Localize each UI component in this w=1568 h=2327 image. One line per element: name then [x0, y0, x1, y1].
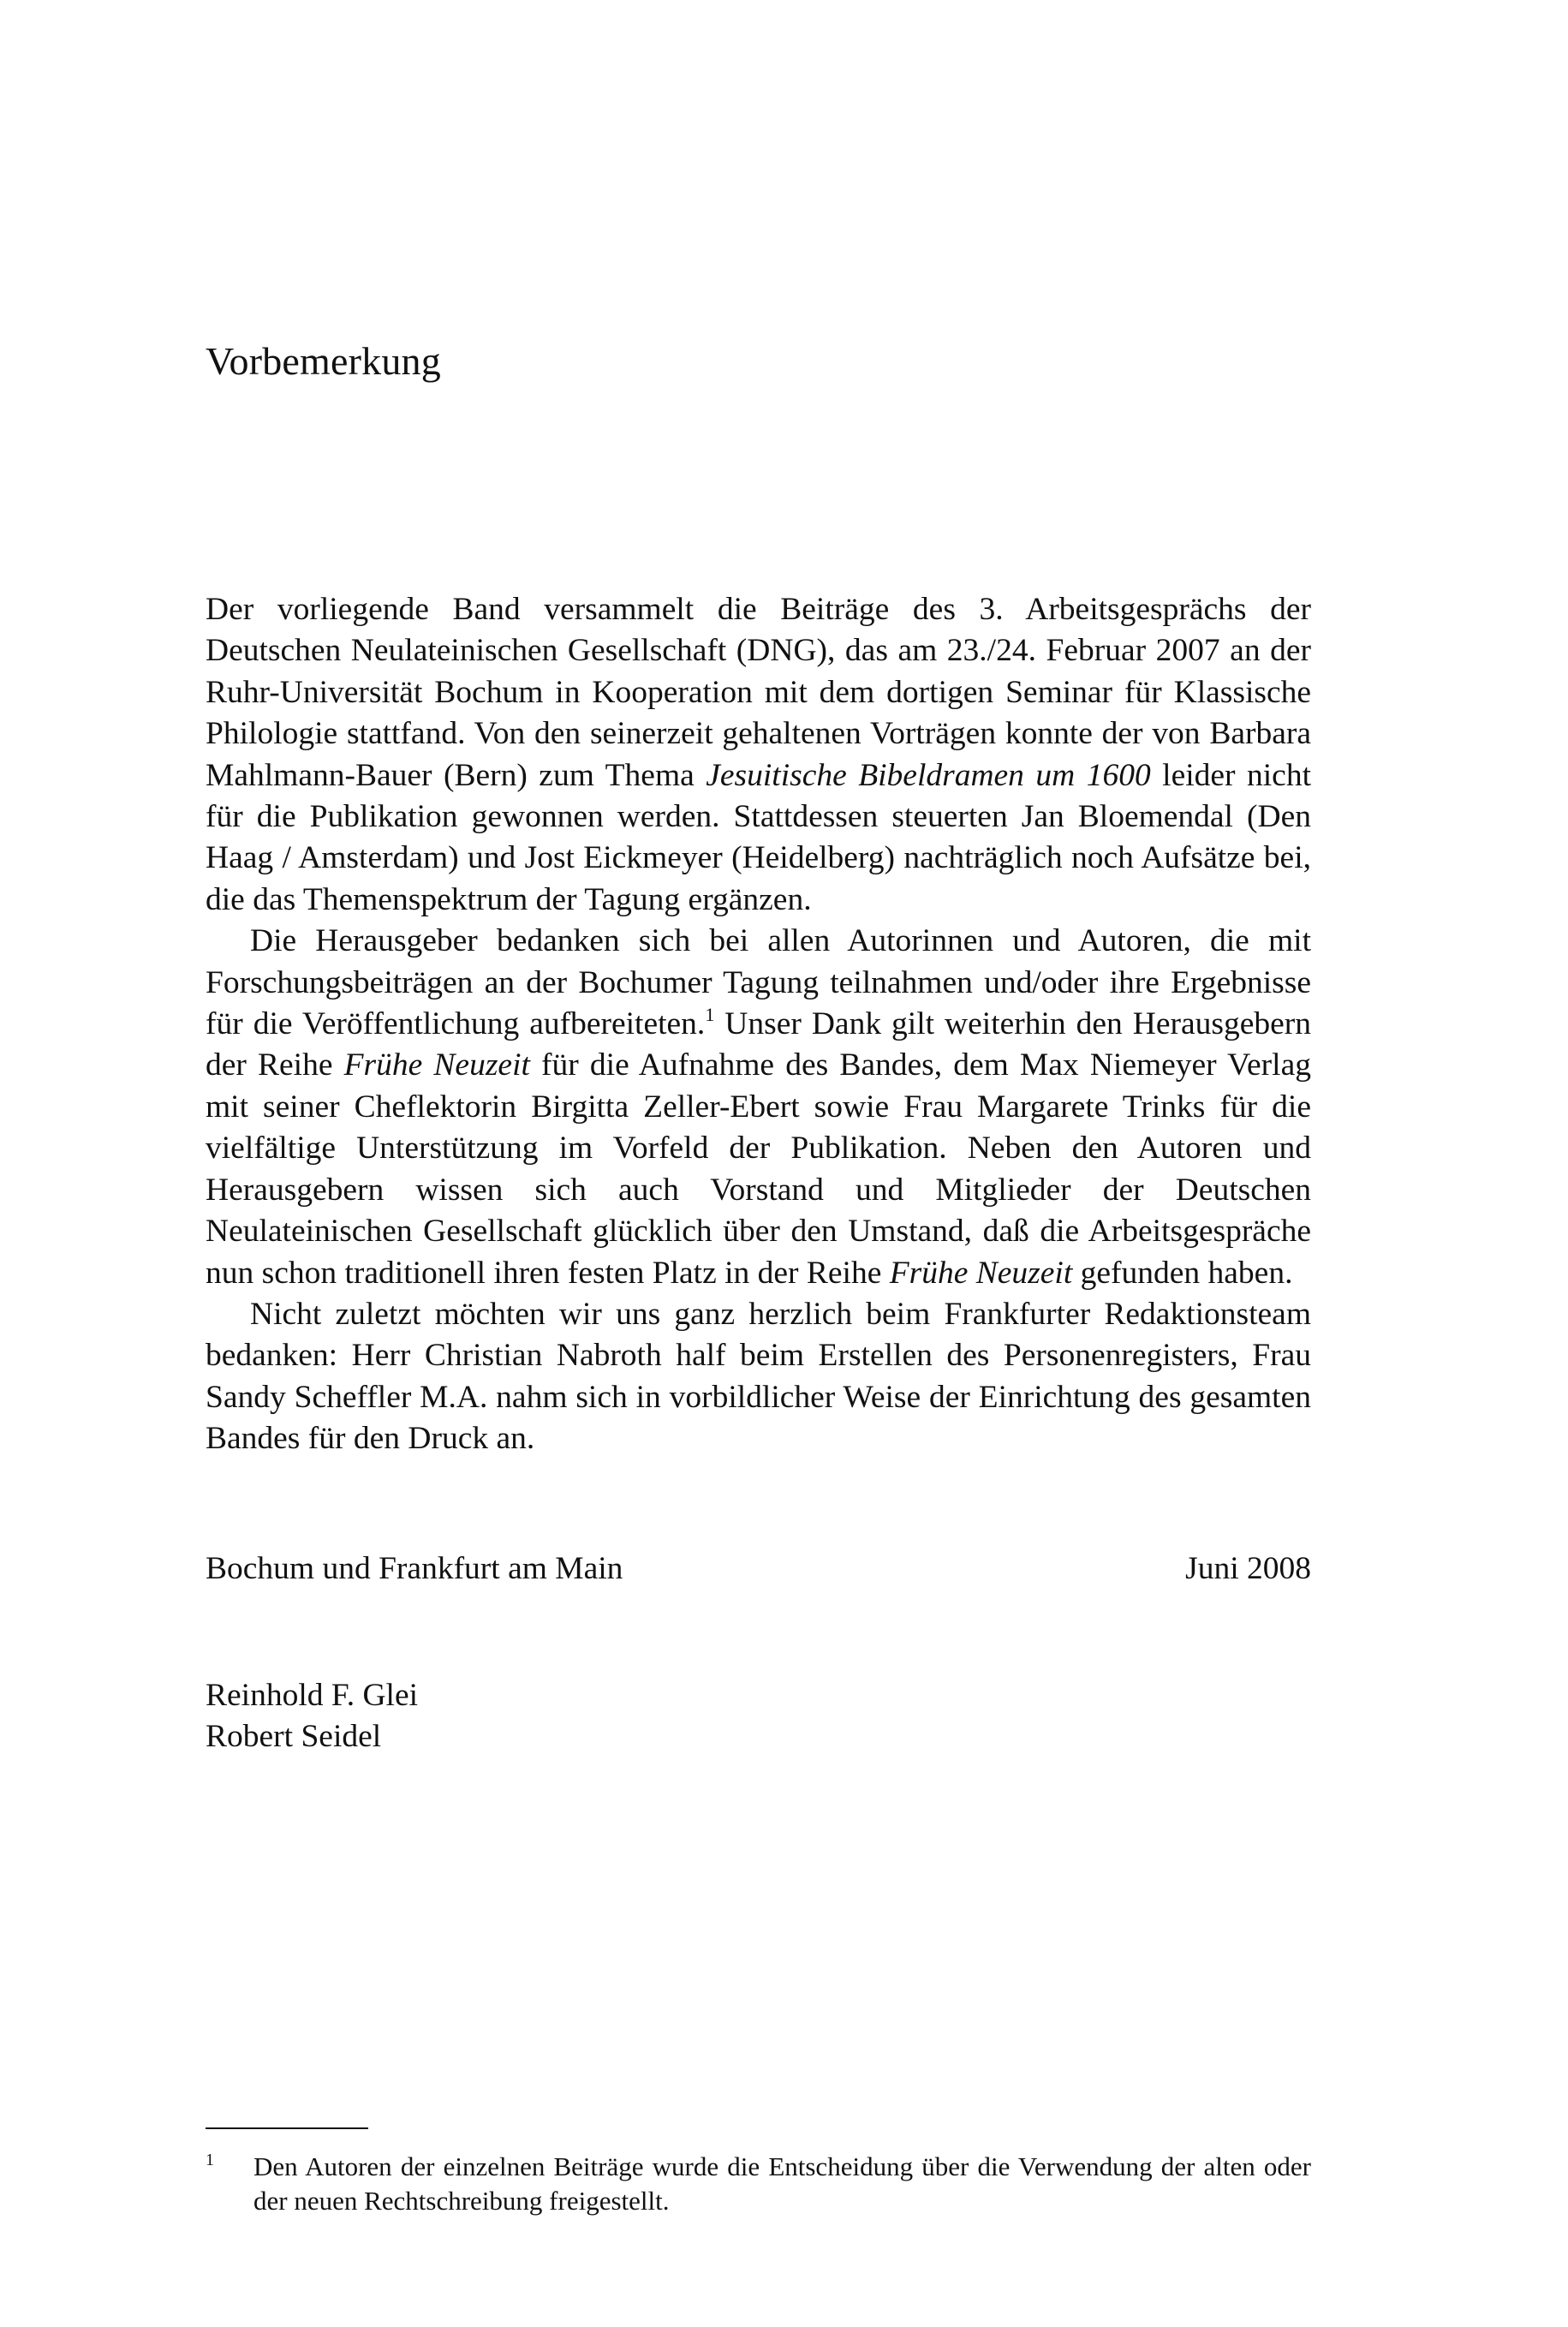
closing-line	[206, 1548, 1311, 1591]
text-segment: Der vorliegende Band versammelt die Beiträge des 3. Arbeitsgesprächs der Deutschen Neulateinischen Gesellschaft (DNG), das am 23./24. Februar 2007 an der Ruhr-Universität Bochum in Kooperation mit dem dortigen Seminar für Klassische Philologie stattfand. Von den seinerzeit gehaltenen Vorträgen konnte der von Barbara Mahlmann-Bauer (Bern) zum Thema	[206, 592, 1311, 793]
text-segment: gefunden haben.	[1072, 1255, 1293, 1291]
signature-name: Reinhold F. Glei	[206, 1678, 419, 1713]
closing-date: Juni 2008	[1185, 1551, 1311, 1586]
text-segment: für die Aufnahme des Bandes, dem Max Niemeyer Verlag mit seiner Cheflektorin Birgitta Zeller-Ebert sowie Frau Margarete Trinks für die vielfältige Unterstützung im Vorfeld der Publikation. Neben den Autoren und Herausgebern wissen sich auch Vorstand und Mitglieder der Deutschen Neulateinischen Gesellschaft glücklich über den Umstand, daß die Arbeitsgespräche nun schon traditionell ihren festen Platz in der Reihe	[206, 1047, 1311, 1291]
italic-series-name: Frühe Neuzeit	[343, 1047, 530, 1083]
paragraph-thanks	[206, 921, 1311, 1294]
footnote-reference[interactable]: 1	[705, 1004, 715, 1026]
footnote-divider	[206, 2127, 368, 2129]
footnote-text: Den Autoren der einzelnen Beiträge wurde die Entscheidung über die Verwendung der alten oder der neuen Rechtschreibung freigestellt.	[253, 2151, 1311, 2216]
italic-series-name: Frühe Neuzeit	[889, 1255, 1073, 1291]
text-segment: Die Herausgeber bedanken sich bei allen Autorinnen und Autoren, die mit Forschungsbeiträgen an der Bochumer Tagung teilnahmen und/oder ihre Ergebnisse für die Veröffentlichung aufbereiteten.	[206, 923, 1311, 1042]
page-title: Vorbemerkung	[206, 339, 441, 383]
body-text	[206, 589, 1311, 1460]
italic-title-segment: Jesuitische Bibeldramen um 1600	[706, 757, 1151, 793]
signatures	[206, 1675, 418, 1757]
text-segment: leider nicht für die Publikation gewonnen werden. Stattdessen steuerten Jan Bloemendal (Den Haag / Amsterdam) und Jost Eickmeyer (Heidelberg) nachträglich noch Aufsätze bei, die das Themenspektrum der Tagung ergänzen.	[206, 757, 1311, 917]
text-segment: Nicht zuletzt möchten wir uns ganz herzlich beim Frankfurter Redaktionsteam bedanken: Herr Christian Nabroth half beim Erstellen des Personenregisters, Frau Sandy Scheffler M.A. nahm sich in vorbildlicher Weise der Einrichtung des gesamten Bandes für den Druck an.	[206, 1296, 1311, 1457]
text-segment: Unser Dank gilt weiterhin den Herausgebern der Reihe	[206, 1006, 1312, 1083]
closing-place: Bochum und Frankfurt am Main	[206, 1551, 623, 1586]
footnote	[206, 2150, 1311, 2218]
paragraph-intro	[206, 589, 1311, 921]
signature-name: Robert Seidel	[206, 1719, 382, 1754]
footnote-number: 1	[206, 2151, 214, 2169]
paragraph-editorial-team	[206, 1294, 1311, 1460]
